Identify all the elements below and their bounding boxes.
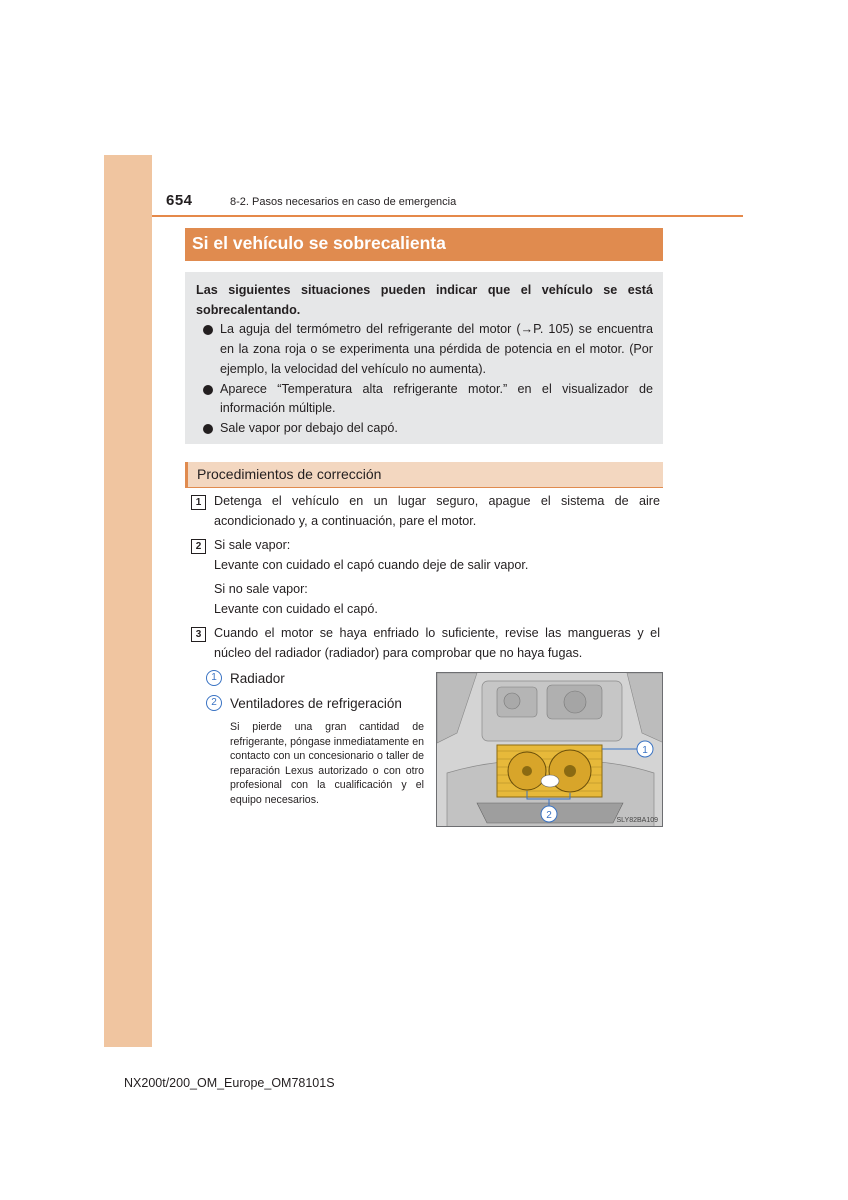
- step-1: [191, 492, 660, 536]
- step-text: Levante con cuidado el capó.: [214, 601, 378, 616]
- bullet-icon: [203, 385, 213, 395]
- bullet-icon: [203, 325, 213, 335]
- step-number-icon: 3: [191, 627, 206, 642]
- step-number-icon: 2: [191, 539, 206, 554]
- document-footer: NX200t/200_OM_Europe_OM78101S: [124, 1076, 335, 1090]
- legend-label: Ventiladores de refrigeración: [230, 695, 402, 711]
- list-item: Aparece “Temperatura alta refrigerante motor.” en el visualizador de información múltiple.: [196, 380, 653, 419]
- step-text: Si no sale vapor:: [214, 582, 308, 596]
- list-item: La aguja del termómetro del refrigerante del motor (→P. 105) se encuentra en la zona roja o se experimenta una pérdida de potencia en el motor. (Por ejemplo, la velocidad del vehículo no aumenta).: [196, 320, 653, 379]
- symptoms-list: [196, 320, 653, 438]
- header-divider: [152, 215, 743, 217]
- callout-2-label: 2: [546, 810, 552, 821]
- warning-note: Si pierde una gran cantidad de refrigerante, póngase inmediatamente en contacto con un concesionario o taller de reparación Lexus autorizado o con otro profesional con la cualificación y el equipo necesarios.: [230, 721, 424, 806]
- list-item: Sale vapor por debajo del capó.: [196, 419, 653, 439]
- legend-label: Radiador: [230, 670, 285, 686]
- callout-1-label: 1: [642, 745, 648, 756]
- bullet-icon: [203, 424, 213, 434]
- callout-number-icon: 2: [206, 695, 222, 711]
- page-number: 654: [166, 192, 193, 209]
- procedures-heading: Procedimientos de corrección: [185, 462, 663, 487]
- section-breadcrumb: 8-2. Pasos necesarios en caso de emergencia: [230, 196, 457, 208]
- symptoms-intro: Las siguientes situaciones pueden indicar que el vehículo se está sobrecalentando.: [196, 283, 653, 317]
- callout-number-icon: 1: [206, 670, 222, 686]
- step-2: [191, 536, 660, 619]
- step-number-icon: 1: [191, 495, 206, 510]
- procedures-divider: [185, 487, 663, 488]
- step-text: Detenga el vehículo en un lugar seguro, apague el sistema de aire acondicionado y, a continuación, pare el motor.: [214, 494, 660, 528]
- engine-bay-drawing: [437, 673, 663, 827]
- figure-code: SLY82BA109: [616, 817, 658, 824]
- step-text: Si sale vapor:: [214, 538, 291, 552]
- page-title: Si el vehículo se sobrecalienta: [185, 228, 663, 261]
- step-text: Cuando el motor se haya enfriado lo suficiente, revise las mangueras y el núcleo del radiador (radiador) para comprobar que no haya fugas.: [214, 626, 660, 660]
- legend-cooling-fans: [206, 695, 402, 711]
- step-text: Levante con cuidado el capó cuando deje de salir vapor.: [214, 557, 529, 572]
- symptoms-box: [185, 272, 663, 444]
- step-3: [191, 624, 660, 668]
- engine-bay-illustration: [436, 672, 663, 827]
- legend-radiator: [206, 670, 285, 686]
- chapter-side-tab: [104, 155, 152, 1047]
